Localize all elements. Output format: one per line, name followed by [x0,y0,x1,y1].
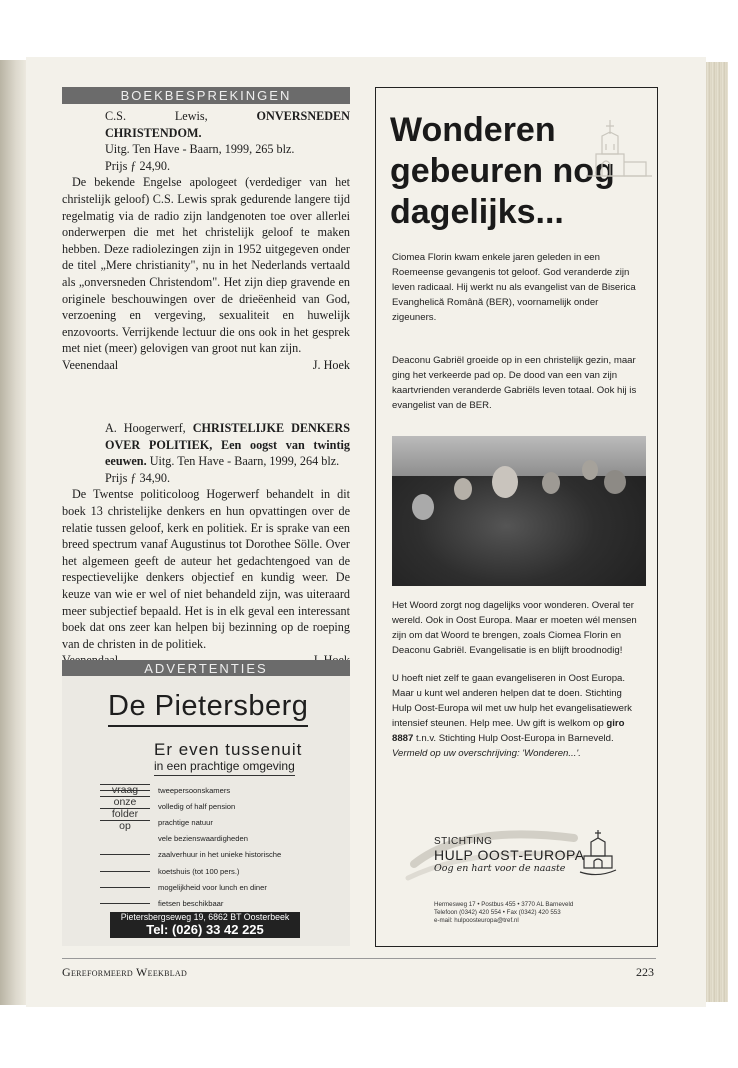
ad-pietersberg-contact [110,912,300,938]
ad-pietersberg-title: De Pietersberg [108,690,308,727]
headline-line: dagelijks... [390,193,564,231]
review-1-heading [105,108,350,174]
church-logo-icon [576,828,620,880]
feature-text: mogelijkheid voor lunch en diner [158,882,267,892]
feature-text: prachtige natuur [158,817,213,827]
ad-pietersberg-subtitle2: in een prachtige omgeving [154,759,295,776]
book-review-2 [62,420,350,669]
footer-rule [62,958,656,959]
ad-paragraph-4 [392,671,644,761]
feature-text: vele bezienswaardigheden [158,834,248,844]
page-edges-right [706,62,728,1002]
feature-text: tweepersoonskamers [158,785,231,795]
feature-item [100,863,330,879]
review-1-signature [62,357,350,374]
review-2-publisher: Uitg. Ten Have - Baarn, 1999, 264 blz. [149,454,340,469]
section-header-boekbesprekingen: BOEKBESPREKINGEN [62,87,350,104]
review-1-publisher: Uitg. Ten Have - Baarn, 1999, 265 blz. [105,142,295,157]
feature-item [100,814,330,830]
review-1-reviewer: J. Hoek [312,357,350,372]
side-word: onze [100,796,150,808]
section-header-advertenties: ADVERTENTIES [62,660,350,677]
evangelists-photo [392,436,646,586]
feature-item [100,798,330,814]
book-review-1 [62,108,350,374]
side-word: folder [100,808,150,820]
review-1-place: Veenendaal [62,357,119,372]
feature-text: fietsen beschikbaar [158,898,224,908]
feature-text: koetshuis (tot 100 pers.) [158,866,240,876]
ad-pietersberg-phone: Tel: (026) 33 42 225 [146,922,264,937]
stichting-logo [434,836,644,874]
review-2-price: Prijs ƒ 34,90. [105,470,171,485]
review-1-body: De bekende Engelse apologeet (verdediger van het christelijk geloof) C.S. Lewis sprak gedurende langere tijd regelmatig via de radio zijn landgenoten toe over allerlei onderwerpen die met het christelijk geloof te maken hebben. Deze radiolezingen zijn in 1952 uitgegeven onder de titel „Mere christianity", nu in het Nederlands vertaald als „onversneden Christendom". Het zijn diep gravende en originele beschouwingen over de drieëenheid van God, verzoening en vergeving, sexualiteit en huwelijk enzovoorts. Verrijkende lectuur die ons ook in het gesprek met niet (meer) gelovigen van groot nut kan zijn. [62,175,350,356]
ad-paragraph-2: Deaconu Gabriël groeide op in een christelijk gezin, maar ging het verkeerde pad op. De dood van een van zijn kaartvrienden veranderde Gabriëls leven totaal. Ook hij is evangelist van de BER. [392,355,637,411]
logo-tagline: Oog en hart voor de naaste [434,863,566,874]
para4-text: Vermeld op uw overschrijving: 'Wonderen...'. [392,748,581,759]
feature-text: volledig of half pension [158,801,236,811]
ad-paragraph-1: Ciomea Florin kwam enkele jaren geleden in een Roemeense gevangenis tot geloof. God veranderde zijn leven radicaal. Hij werkt nu als evangelist van de Biserica Evanghelică Română (BER), voornamelijk onder zigeuners. [392,252,636,323]
logo-stichting: STICHTING [434,836,493,847]
ad-paragraph-3: Het Woord zorgt nog dagelijks voor wonderen. Overal ter wereld. Ook in Oost Europa. Maar er moeten wél mensen zijn om dat Woord te brengen, zoals Ciomea Florin en Deaconu Gabriël. Evangelisatie is en blijft broodnodig! [392,600,637,656]
ad-pietersberg-features [100,782,330,912]
feature-item [100,895,330,911]
church-sketch-icon [576,114,654,204]
headline-line: Wonderen [390,111,556,149]
headline-line: gebeuren nog [390,152,615,190]
review-2-body: De Twentse politicoloog Hogerwerf behandelt in dit boek 13 christelijke denkers en hun opvattingen over de relatie tussen geloof, kerk en politiek. Er is sprake van een breed spectrum vanaf Augustinus tot Dorothee Sölle. Over het algemeen geeft de auteur het gedachtengoed van de respectievelijke denkers objectief en kundig weer. De keuze van wie er wel of niet behandeld zijn, was uiteraard meer subjectief bepaald. Het is in elk geval een interessant boek dat ons zeer kan helpen bij bezinning op de roeping van de christen in de politiek. [62,487,350,651]
contact-address: Hermesweg 17 • Postbus 455 • 3770 AL Barneveld [434,901,574,908]
side-word: vraag [100,784,150,796]
publication-name: Gereformeerd Weekblad [62,965,188,979]
review-1-price: Prijs ƒ 24,90. [105,158,171,173]
side-word: op [100,820,150,832]
review-1-author: C.S. Lewis, [105,109,257,123]
feature-item [100,831,330,847]
ad-pietersberg-address: Pietersbergseweg 19, 6862 BT Oosterbeek [120,912,290,922]
logo-name: HULP OOST-EUROPA [434,847,585,863]
stichting-contact [434,901,573,926]
para4-text: t.n.v. Stichting Hulp Oost-Europa in Barneveld. [413,733,614,744]
ad-pietersberg [62,676,350,946]
review-2-author: A. Hoogerwerf, [105,421,193,435]
feature-item [100,879,330,895]
book-spine-left [0,60,26,1005]
contact-phone: Telefoon (0342) 420 554 • Fax (0342) 420 553 [434,909,561,917]
ad-pietersberg-subtitle: Er even tussenuit [154,740,303,759]
feature-text: zaalverhuur in het unieke historische [158,850,282,860]
giro-number: giro 8887 [392,718,625,744]
para4-text: U hoeft niet zelf te gaan evangeliseren in Oost Europa. Maar u kunt wel anderen helpen dat te doen. Stichting Hulp Oost-Europa wil met uw hulp het evangelisatiewerk intensief steunen. Help mee. Uw gift is welkom op [392,673,632,729]
feature-item [100,782,330,798]
review-1-title: ONVERSNEDEN CHRISTENDOM. [105,109,350,140]
contact-email: e-mail: hulpoosteuropa@tref.nl [434,917,519,925]
review-2-heading [105,420,350,486]
review-2-title: CHRISTELIJKE DENKERS OVER POLITIEK, Een oogst van twintig eeuwen. [105,421,350,469]
page-number: 223 [636,965,654,979]
ad-hulp-oost-europa [375,87,658,947]
feature-item [100,847,330,863]
